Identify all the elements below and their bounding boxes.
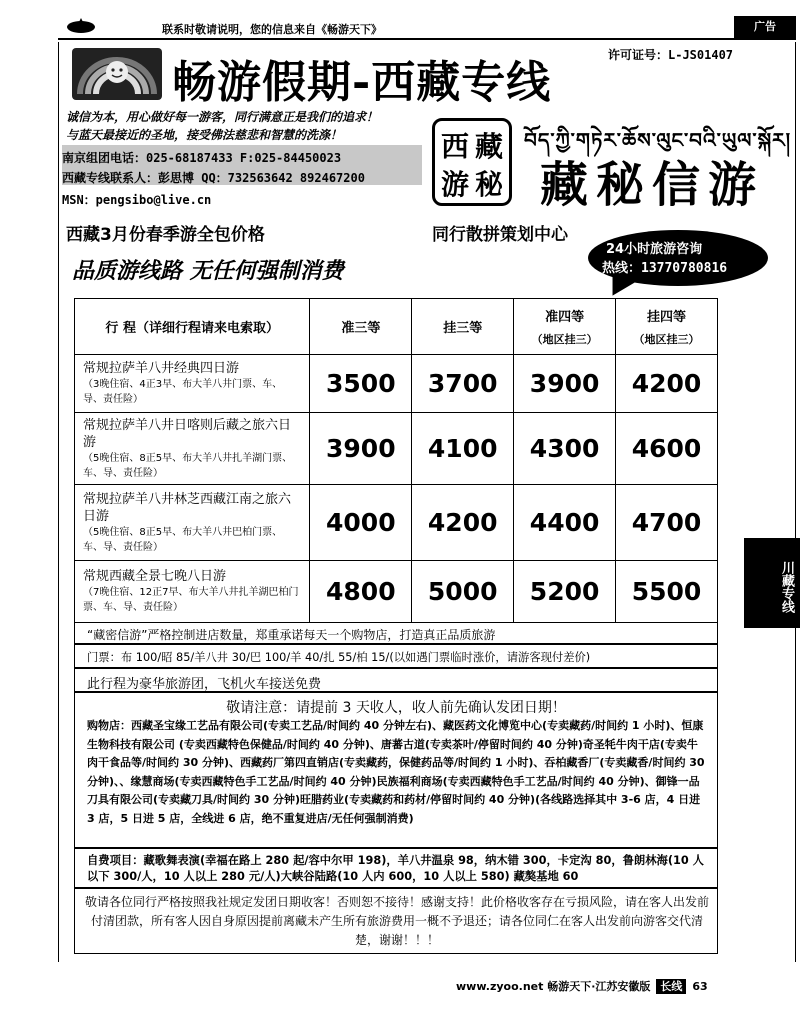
magazine-logo-icon [66, 18, 96, 34]
col-price: 挂四等 （地区挂三） [616, 299, 718, 355]
price-cell: 4700 [616, 485, 718, 561]
hotline-bubble [588, 230, 768, 286]
spring-price-heading: 西藏3月份春季游全包价格 [66, 225, 265, 245]
brand-name: 藏秘信游 [540, 157, 765, 213]
warning-note: 敬请注意：请提前 3 天收人，收人前先确认发团日期！ [226, 700, 566, 716]
price-cell: 4400 [514, 485, 616, 561]
rainbow-smiley-logo [72, 48, 162, 100]
shopping-box [74, 692, 718, 848]
seal-char: 秘 [475, 168, 504, 201]
seal-char: 游 [441, 168, 470, 201]
table-row [75, 485, 718, 561]
luxury-note-box [74, 668, 718, 692]
contact-block [62, 145, 422, 209]
price-cell: 4200 [616, 355, 718, 413]
price-cell: 4600 [616, 413, 718, 485]
top-bar [58, 16, 796, 40]
col-price: 准四等 （地区挂三） [514, 299, 616, 355]
price-cell: 3900 [310, 413, 412, 485]
price-cell: 4000 [310, 485, 412, 561]
route-cell: 常规西藏全景七晚八日游 （7晚住宿、12正7早、布大羊八井扎羊湖巴柏门票、车、导、责任险） [75, 561, 310, 623]
price-cell: 4200 [412, 485, 514, 561]
price-cell: 3900 [514, 355, 616, 413]
col-route: 行 程（详细行程请来电索取） [75, 299, 310, 355]
shop-control-note: “藏密信游”严格控制进店数量，郑重承诺每天一个购物店，打造真正品质旅游 [87, 628, 496, 642]
route-cell: 常规拉萨羊八井经典四日游 （3晚住宿、4正3早、布大羊八井门票、车、导、责任险） [75, 355, 310, 413]
luxury-note: 此行程为豪华旅游团，飞机火车接送免费 [87, 677, 322, 692]
price-cell: 4300 [514, 413, 616, 485]
table-row [75, 561, 718, 623]
slogan-line-2: 与蓝天最接近的圣地，接受佛法慈悲和智慧的洗涤！ [66, 128, 343, 142]
self-pay-box [74, 848, 718, 888]
side-tab: 川藏专线 [744, 538, 800, 628]
price-cell: 5200 [514, 561, 616, 623]
contact-person: 西藏专线联系人：彭思博 QQ：732563642 892467200 [62, 171, 365, 185]
price-cell: 5500 [616, 561, 718, 623]
quality-heading: 品质游线路 无任何强制消费 [72, 258, 344, 284]
footer [456, 978, 708, 994]
tibetan-brand-text: བོད་ཀྱི་གཏེར་ཆོས་ལུང་བའི་ཡུལ་སྐོར། [524, 128, 792, 152]
license-number: 许可证号：L-JS01407 [608, 48, 734, 62]
shopping-list: 购物店：西藏圣宝缘工艺品有限公司(专卖工艺品/时间约 40 分钟左右)、藏医药文化博览中心(专卖藏药/时间约 1 小时)、恒康生物科技有限公司 (专卖西藏特色保健品/时间约 40 分钟)、唐蕃古道(专卖茶叶/停留时间约 40 分钟)奇圣牦牛肉干店(专卖牛肉干食品等/时间约 30 分钟)、西藏药厂第四直销店(专卖藏药，保健药品等/时间约 1 小时)、吞柏藏香厂(专卖藏香/时间约 30 分钟)、、缘慧商场(专卖西藏特色手工艺品/时间约 40 分钟)民族福利商场(专卖西藏特色手工艺品/时间约 40 分钟)、御锋一品刀具有限公司(专卖藏刀具/时间约 30 分钟)旺腊药业(专卖藏药和药材/停留时间约 40 分钟)(各线路选择其中 3-6 店，4 日进 3 店，5 日进 5 店，全线进 6 店，绝不重复进店/无任何强制消费) [87, 719, 705, 825]
table-row [75, 413, 718, 485]
tickets-note: 门票：布 100/昭 85/羊八井 30/巴 100/羊 40/扎 55/柏 15/(以如遇门票临时涨价，请游客现付差价) [87, 651, 591, 664]
page-title: 畅游假期-西藏专线 [172, 57, 552, 108]
source-notice: 联系时敬请说明，您的信息来自《畅游天下》 [162, 23, 382, 36]
price-cell: 5000 [412, 561, 514, 623]
table-header-row [75, 299, 718, 355]
peer-center-heading: 同行散拼策划中心 [432, 225, 568, 245]
edition-badge: 长线 [656, 979, 686, 994]
price-cell: 4800 [310, 561, 412, 623]
closing-note: 敬请各位同行严格按照我社规定发团日期收客！否则恕不接待！感谢支持！此价格收客存在亏损风险，请在客人出发前付清团款，所有客人因自身原因提前离藏未产生所有旅游费用一概不予退还；请各位同仁在客人出发前向游客交代清楚，谢谢！！！ [85, 895, 710, 947]
shop-control-note-box [74, 622, 718, 644]
tickets-note-box [74, 644, 718, 668]
price-cell: 3500 [310, 355, 412, 413]
self-pay-items: 自费项目：藏歌舞表演(幸福在路上 280 起/容中尔甲 198)，羊八井温泉 98，纳木错 300，卡定沟 80，鲁朗林海(10 人以下 300/人，10 人以上 280 元/人)大峡谷陆路(10 人内 600，10 人以上 580) 藏獒基地 60 [87, 854, 704, 883]
footer-site: www.zyoo.net 畅游天下·江苏安徽版 [456, 980, 651, 993]
closing-note-box [74, 888, 718, 954]
col-price: 准三等 [310, 299, 412, 355]
table-row [75, 355, 718, 413]
price-cell: 4100 [412, 413, 514, 485]
col-price: 挂三等 [412, 299, 514, 355]
page-number: 63 [692, 980, 708, 993]
price-table [74, 298, 718, 623]
seal-char: 藏 [475, 130, 504, 163]
msn-contact: MSN：pengsibo@live.cn [62, 193, 212, 207]
route-cell: 常规拉萨羊八井林芝西藏江南之旅六日游 （5晚住宿、8正5早、布大羊八井巴柏门票、车、导、责任险） [75, 485, 310, 561]
hotline-number: 热线：13770780816 [602, 261, 728, 276]
seal-char: 西 [441, 130, 470, 163]
brand-seal [432, 118, 512, 206]
price-cell: 3700 [412, 355, 514, 413]
hotline-label: 24小时旅游咨询 [606, 242, 703, 257]
nanjing-phone: 南京组团电话：025-68187433 F:025-84450023 [62, 151, 342, 165]
slogan-line-1: 诚信为本，用心做好每一游客，同行满意正是我们的追求！ [66, 110, 379, 124]
route-cell: 常规拉萨羊八井日喀则后藏之旅六日游 （5晚住宿、8正5早、布大羊八井扎羊湖门票、车、导、责任险） [75, 413, 310, 485]
ad-label: 广告 [734, 16, 796, 38]
